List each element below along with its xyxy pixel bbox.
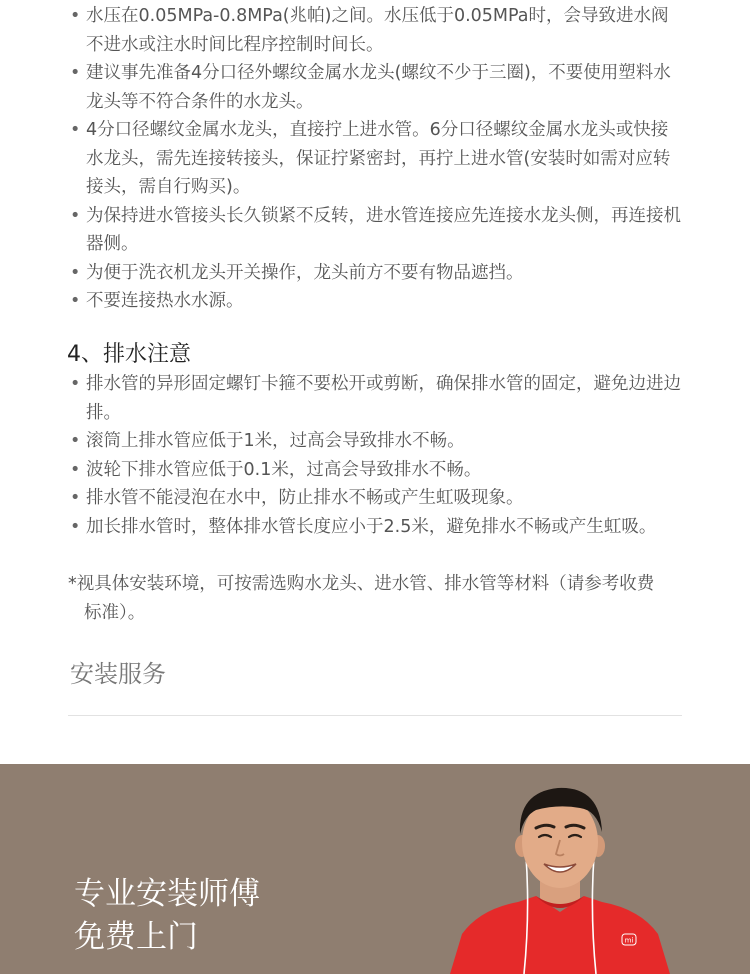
banner-headline: 专业安装师傅 [74, 876, 260, 912]
drain-notes-list [0, 370, 750, 541]
drain-notes-heading: 4、排水注意 [67, 342, 191, 367]
list-item: • 4分口径螺纹金属水龙头，直接拧上进水管。6分口径螺纹金属水龙头或快接水龙头，需先连接转接头，保证拧紧密封，再拧上进水管(安装时如需对应转接头，需自行购买)。 [0, 116, 750, 202]
list-item: • 排水管的异形固定螺钉卡箍不要松开或剪断，确保排水管的固定，避免边进边排。 [0, 370, 750, 427]
list-item: • 排水管不能浸泡在水中，防止排水不畅或产生虹吸现象。 [0, 484, 750, 513]
materials-footnote [68, 570, 688, 627]
technician-photo [440, 784, 680, 974]
footnote-line: *视具体安装环境，可按需选购水龙头、进水管、排水管等材料（请参考收费 [68, 574, 655, 594]
section-title: 安装服务 [70, 660, 166, 688]
banner-subline: 免费上门 [74, 919, 198, 955]
list-item: • 为便于洗衣机龙头开关操作，龙头前方不要有物品遮挡。 [0, 259, 750, 288]
list-item: • 建议事先准备4分口径外螺纹金属水龙头(螺纹不少于三圈)，不要使用塑料水龙头等不符合条件的水龙头。 [0, 59, 750, 116]
list-item: • 波轮下排水管应低于0.1米，过高会导致排水不畅。 [0, 456, 750, 485]
list-item: • 加长排水管时，整体排水管长度应小于2.5米，避免排水不畅或产生虹吸。 [0, 513, 750, 542]
water-supply-notes-list [0, 2, 750, 316]
list-item: • 滚筒上排水管应低于1米，过高会导致排水不畅。 [0, 427, 750, 456]
install-service-banner [0, 764, 750, 974]
list-item: • 为保持进水管接头长久锁紧不反转，进水管连接应先连接水龙头侧，再连接机器侧。 [0, 202, 750, 259]
list-item: • 不要连接热水水源。 [0, 287, 750, 316]
list-item: • 水压在0.05MPa-0.8MPa(兆帕)之间。水压低于0.05MPa时，会导致进水阀不进水或注水时间比程序控制时间长。 [0, 2, 750, 59]
svg-text:mi: mi [624, 936, 634, 945]
divider [68, 715, 682, 716]
footnote-line: 标准）。 [84, 602, 146, 623]
